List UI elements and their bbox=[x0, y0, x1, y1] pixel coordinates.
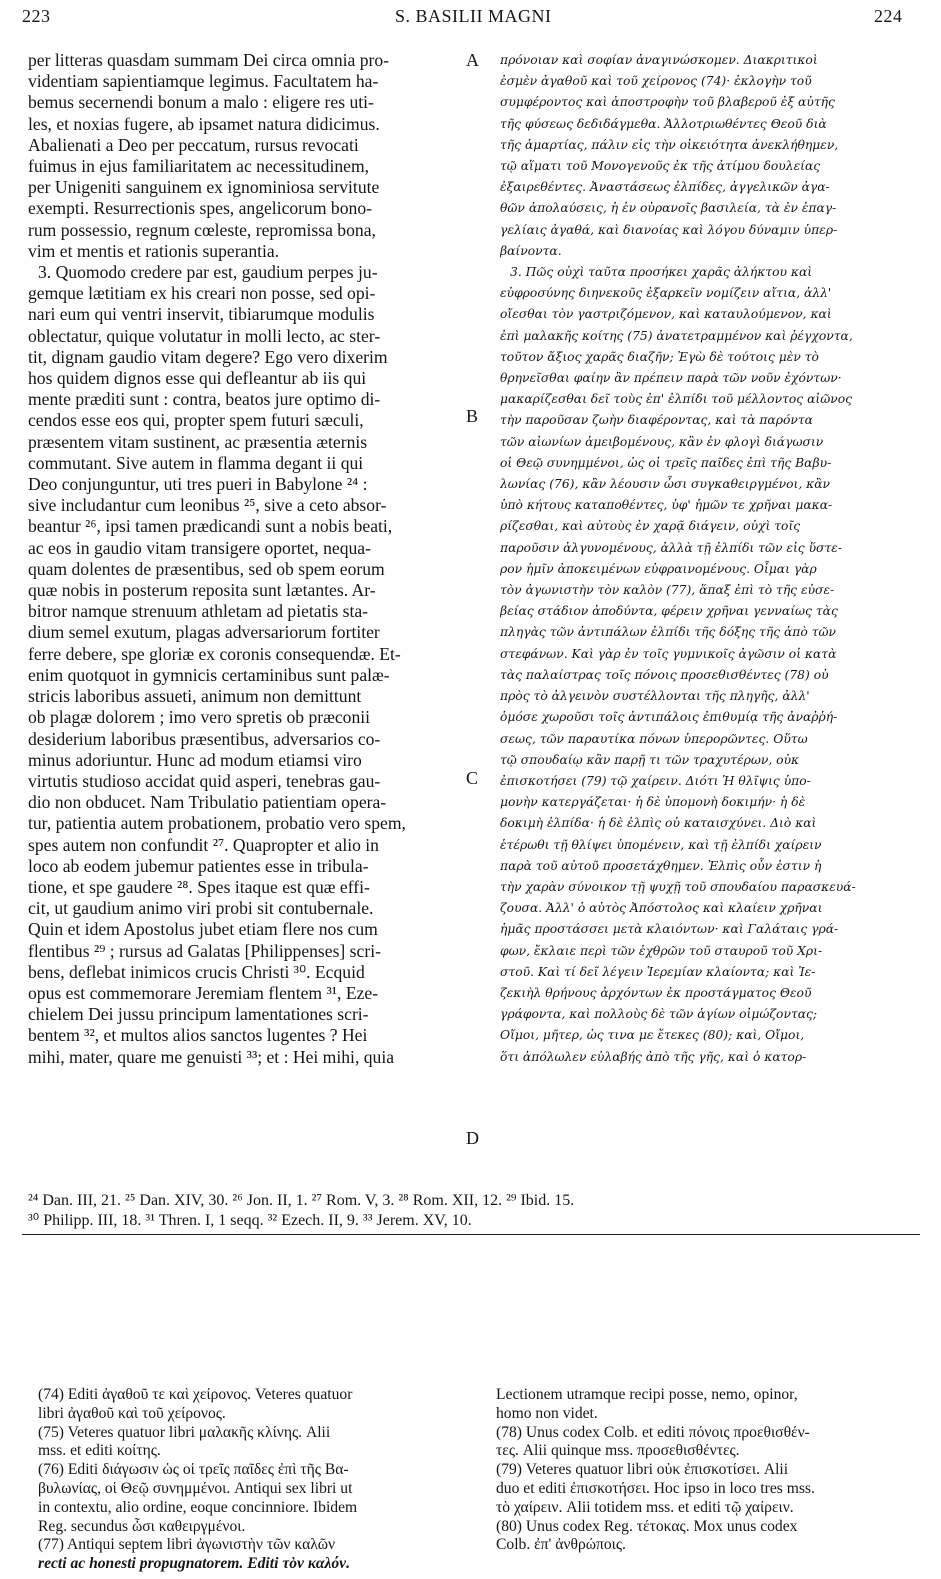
greek-text-line: ζεκιὴλ θρήνους ἀρχόντων ἐκ προστάγματος Θεοῦ bbox=[500, 985, 812, 1000]
greek-text-line: ἐπισκοτήσει (79) τῷ χαίρειν. Διότι Ἡ θλῖψις ὑπο- bbox=[500, 773, 811, 788]
greek-text-line: ρίζεσθαι, καὶ αὐτοὺς ἐν χαρᾷ διάγειν, οὐχὶ τοῖς bbox=[500, 519, 801, 534]
greek-text-line: τοῦτον ἄξιος χαρᾶς διαζῆν; Ἐγὼ δὲ τούτοις μὲν τὸ bbox=[500, 349, 819, 364]
page-number-left: 223 bbox=[22, 6, 51, 26]
latin-text-line: dio non obducet. Nam Tribulatio patientiam opera- bbox=[28, 792, 387, 813]
footnote-citations-2: ³⁰ Philipp. III, 18. ³¹ Thren. I, 1 seqq. ³² Ezech. II, 9. ³³ Jerem. XV, 10. bbox=[28, 1212, 472, 1229]
greek-text-line: ἐπὶ μαλακῆς κοίτης (75) ἀνατετραμμένον καὶ ῥέγχοντα, bbox=[500, 328, 853, 343]
latin-text-line: beantur ²⁶, ipsi tamen prædicandi sunt a nobis beati, bbox=[28, 516, 393, 537]
greek-text-line: δοκιμὴ ἐλπίδα· ἡ δὲ ἐλπὶς οὐ καταισχύνει. Διὸ καὶ bbox=[500, 816, 817, 831]
greek-text-line: γράφοντα, καὶ πολλοὺς δὲ τῶν ἁγίων οἰμώζοντας; bbox=[500, 1007, 818, 1022]
greek-text-line: στεφάνων. Καὶ γὰρ ἐν τοῖς γυμνικοῖς ἀγῶσιν οἱ κατὰ bbox=[500, 646, 837, 661]
latin-text-line: Quin et idem Apostolus jubet etiam flere nos cum bbox=[28, 919, 378, 940]
running-title: S. BASILII MAGNI bbox=[395, 6, 552, 26]
latin-text-line: ob plagæ dolorem ; imo vero spretis ob præconii bbox=[28, 707, 371, 728]
editorial-note-line: Reg. secundus ὦσι καθειργμένοι. bbox=[38, 1517, 246, 1535]
latin-text-line: enim quotquot in gymnicis certaminibus sunt palæ- bbox=[28, 664, 390, 685]
latin-text-line: 3. Quomodo credere par est, gaudium perpes ju- bbox=[38, 262, 378, 283]
greek-text-line: τὸν ἀγωνιστὴν τὸν καλὸν (77), ἅπαξ ἐπὶ τὸ τῆς εὐσε- bbox=[500, 583, 835, 598]
latin-text-line: mente præditi sunt : contra, beatos jure optimo di- bbox=[28, 389, 381, 410]
greek-text-line: τῷ σπουδαίῳ κἂν παρῇ τι τῶν τραχυτέρων, οὐκ bbox=[500, 752, 800, 767]
greek-text-line: τῷ αἵματι τοῦ Μονογενοῦς ἐκ τῆς ἀτίμου δουλείας bbox=[500, 159, 821, 174]
notes-right-column bbox=[496, 1386, 926, 1555]
editorial-note-line: βυλωνίας, οἱ Θεῷ συνημμένοι. Antiqui sex libri ut bbox=[38, 1479, 353, 1497]
greek-text-line: τῆς φύσεως δεδιδάγμεθα. Ἀλλοτριωθέντες Θεοῦ διὰ bbox=[500, 116, 827, 131]
editorial-note-line: τὸ χαίρειν. Alii totidem mss. et editi τῷ χαίρειν. bbox=[496, 1498, 794, 1516]
latin-column bbox=[28, 50, 460, 1068]
latin-text-line: bens, deflebat inimicos crucis Christi ³⁰. Ecquid bbox=[28, 961, 365, 982]
latin-text-line: opus est commemorare Jeremiam flentem ³¹, Eze- bbox=[28, 982, 379, 1003]
greek-text-line: σεως, τῶν παραυτίκα πόνων ὑπερορῶντες. Οὕτω bbox=[500, 731, 808, 746]
editorial-note-line: libri ἀγαθοῦ καὶ τοῦ χείρονος. bbox=[38, 1404, 226, 1422]
latin-text-line: gemque lætitiam ex his creari non posse, sed opi- bbox=[28, 283, 376, 304]
editorial-note-line: (76) Editi διάγωσιν ὡς οἱ τρεῖς παῖδες ἐπὶ τῆς Βα- bbox=[38, 1461, 349, 1479]
latin-text-line: cendos esse eos qui, propter spem futuri sæculi, bbox=[28, 410, 364, 431]
latin-text-line: bentem ³², et multos alios sanctos lugentes ? Hei bbox=[28, 1025, 368, 1046]
latin-text-line: virtutis studioso accidat quid asperi, tenebras gau- bbox=[28, 770, 381, 791]
editorial-note-line: duo et editi ἐπισκοτήσει. Hoc ipso in loco tres mss. bbox=[496, 1479, 815, 1497]
greek-text-line: πρὸς τὸ ἀλγεινὸν συστέλλονται τῆς πληγῆς, ἀλλ' bbox=[500, 689, 810, 704]
greek-text-line: μακαρίζεσθαι δεῖ τοὺς ἐπ' ἐλπίδι τοῦ μέλλοντος αἰῶνος bbox=[500, 392, 852, 407]
greek-text-line: ἑτέρωθι τῇ θλίψει ὑπομένειν, καὶ τῇ ἐλπίδι χαίρειν bbox=[500, 837, 822, 852]
greek-text-line: οἱ Θεῷ συνημμένοι, ὡς οἱ τρεῖς παῖδες ἐπὶ τῆς Βαβυ- bbox=[500, 455, 832, 470]
latin-text-line: fuimus in ejus familiaritatem ac necessitudinem, bbox=[28, 156, 370, 177]
editorial-note-line: homo non videt. bbox=[496, 1404, 598, 1422]
greek-text-line: τὴν χαρὰν σύνοικον τῇ ψυχῇ τοῦ σπουδαίου παρασκευά- bbox=[500, 879, 856, 894]
latin-text-line: Abalienati a Deo per peccatum, rursus revocati bbox=[28, 134, 359, 155]
greek-text-line: βαίνοντα. bbox=[500, 243, 562, 258]
greek-text-line: ρον ἡμῖν ἀποκειμένων εὐφραινομένους. Οἶμαι γὰρ bbox=[500, 561, 817, 576]
latin-text-line: per litteras quasdam summam Dei circa omnia pro- bbox=[28, 50, 390, 70]
editorial-note-line: mss. et editi κοίτης. bbox=[38, 1442, 161, 1460]
latin-text-line: les, et noxias fugere, ab ipsamet natura didicimus. bbox=[28, 113, 380, 134]
greek-text-line: ὑπὸ κήτους καταποθέντες, ὑφ' ἡμῶν τε χρῆναι μακα- bbox=[500, 498, 833, 513]
greek-text-line: οἴεσθαι τὸν γαστριζόμενον, καὶ καταυλούμενον, καὶ bbox=[500, 307, 832, 322]
latin-text-line: ferre debere, spe gloriæ ex coronis consequendæ. Et- bbox=[28, 643, 401, 664]
latin-text-line: quam dolentes de præsentibus, sed ob spem eorum bbox=[28, 558, 385, 579]
latin-text-line: chielem Dei jussu principum lamentationes scri- bbox=[28, 1004, 369, 1025]
latin-text-line: flentibus ²⁹ ; rursus ad Galatas [Philippenses] scri- bbox=[28, 940, 381, 961]
latin-text-line: loco ab eodem jubemur patientes esse in tribula- bbox=[28, 855, 369, 876]
greek-text-line: παροῦσιν ἀλγυνομένους, ἀλλὰ τῇ ἐλπίδι τῶν εἰς ὕστε- bbox=[500, 540, 843, 555]
greek-text-line: τὴν παροῦσαν ζωὴν διαφέροντας, καὶ τὰ παρόντα bbox=[500, 413, 813, 428]
greek-text-line: ὅτι ἀπόλωλεν εὐλαβής ἀπὸ τῆς γῆς, καὶ ὁ κατορ- bbox=[500, 1049, 807, 1064]
notes-left-column bbox=[38, 1386, 478, 1574]
editorial-note-line: in contextu, alio ordine, eoque concinniore. Ibidem bbox=[38, 1498, 358, 1516]
greek-text-line: τῆς ἁμαρτίας, πάλιν εἰς τὴν οἰκειότητα ἀνεκλήθημεν, bbox=[500, 137, 839, 152]
latin-text-line: ac eos in gaudio vitam transigere oportet, nequa- bbox=[28, 537, 371, 558]
greek-text-line: γελίαις ἀγαθά, καὶ διανοίας καὶ λόγου δύναμιν ὑπερ- bbox=[500, 222, 838, 237]
greek-text-line: ὁμόσε χωροῦσι τοῖς ἀντιπάλοις ἐπιθυμίᾳ τῆς ἀναῤῥή- bbox=[500, 710, 838, 725]
margin-letter-c: C bbox=[466, 768, 479, 788]
latin-text-line: stricis laboribus assueti, animum non demittunt bbox=[28, 686, 362, 707]
latin-text-line: mihi, mater, quare me genuisti ³³; et : Hei mihi, quia bbox=[28, 1046, 395, 1067]
latin-text-line: videntiam sapientiamque legimus. Facultatem ha- bbox=[28, 71, 379, 92]
greek-column bbox=[500, 50, 916, 1068]
latin-text-line: exempti. Resurrectionis spes, angelicorum bono- bbox=[28, 198, 372, 219]
editorial-note-line: Colb. ἐπ' ἀνθρώποις. bbox=[496, 1536, 626, 1554]
latin-text-line: Deo conjunguntur, uti tres pueri in Babylone ²⁴ : bbox=[28, 474, 368, 495]
latin-text-line: rum possessio, regnum cœleste, repromissa bona, bbox=[28, 219, 376, 240]
latin-text-line: commutant. Sive autem in flamma degant ii qui bbox=[28, 452, 364, 473]
footnote-citations-1: ²⁴ Dan. III, 21. ²⁵ Dan. XIV, 30. ²⁶ Jon. II, 1. ²⁷ Rom. V, 3. ²⁸ Rom. XII, 12. ²⁹ Ibid. 15. bbox=[28, 1192, 575, 1209]
latin-text-line: nari eum qui ventri inservit, tibiarumque modulis bbox=[28, 304, 375, 325]
margin-letter-a: A bbox=[466, 50, 479, 70]
latin-text-line: præsentem vitam sustinent, ac præsentia æternis bbox=[28, 431, 368, 452]
editorial-note-line: (78) Unus codex Colb. et editi πόνοις προεθισθέν- bbox=[496, 1423, 810, 1441]
latin-text-line: cit, ut gaudium animo viri probi sit contubernale. bbox=[28, 898, 374, 919]
greek-text-line: ἡμᾶς προστάσσει μετὰ κλαιόντων· καὶ Γαλάταις γρά- bbox=[500, 922, 839, 937]
greek-text-line: ζουσα. Ἀλλ' ὁ αὐτὸς Ἀπόστολος καὶ κλαίειν χρῆναι bbox=[500, 901, 823, 916]
margin-letter-d: D bbox=[466, 1128, 479, 1148]
latin-text-line: bitror namque strenuum athletam ad pietatis sta- bbox=[28, 601, 369, 622]
latin-text-line: tur, patientia autem probationem, probatio vero spem, bbox=[28, 813, 406, 834]
greek-text-line: ἐξαιρεθέντες. Ἀναστάσεως ἐλπίδες, ἀγγελικῶν ἀγα- bbox=[500, 180, 830, 195]
latin-text-line: spes autem non confundit ²⁷. Quapropter et alio in bbox=[28, 834, 379, 855]
greek-text-line: θῶν ἀπολαύσεις, ἡ ἐν οὐρανοῖς βασιλεία, τὰ ἐν ἐπαγ- bbox=[500, 201, 837, 216]
page-number-right: 224 bbox=[874, 6, 903, 26]
greek-text-line: στοῦ. Καὶ τί δεῖ λέγειν Ἱερεμίαν κλαίοντα; καὶ Ἰε- bbox=[500, 964, 816, 979]
latin-text-line: quæ nobis in posterum reposita sunt lætantes. Ar- bbox=[28, 580, 376, 601]
greek-text-line: πληγὰς τῶν ἀντιπάλων ἐλπίδι τῆς δόξης τῆς ἀπὸ τῶν bbox=[500, 625, 837, 640]
greek-text-line: θρηνεῖσθαι φαίην ἂν πρέπειν παρὰ τῶν νοῦν ἐχόντων· bbox=[500, 371, 842, 386]
editorial-note-line: τες. Alii quinque mss. προσεθισθέντες. bbox=[496, 1442, 740, 1460]
greek-text-line: φων, ἔκλαιε περὶ τῶν ἐχθρῶν τοῦ σταυροῦ τοῦ Χρι- bbox=[500, 943, 823, 958]
greek-text-line: ἐσμὲν ἀγαθοῦ καὶ τοῦ χείρονος (74)· ἐκλογὴν τοῦ bbox=[500, 74, 812, 89]
greek-text-line: παρὰ τοῦ αὐτοῦ προσετάχθημεν. Ἐλπὶς οὖν ἐστιν ἡ bbox=[500, 858, 822, 873]
latin-text-line: vim et mentis et rationis superantia. bbox=[28, 240, 280, 261]
greek-text-line: τῶν αἰωνίων ἀμειβομένους, κἂν ἐν φλογὶ διάγωσιν bbox=[500, 434, 824, 449]
latin-text-line: oblectatur, quique volutatur in molli lecto, ac ster- bbox=[28, 325, 381, 346]
editorial-note-line: (75) Veteres quatuor libri μαλακῆς κλίνης. Alii bbox=[38, 1423, 331, 1441]
greek-text-line: λωνίας (76), κἂν λέουσιν ὦσι συγκαθειργμένοι, κἂν bbox=[500, 477, 830, 492]
margin-letter-b: B bbox=[466, 406, 479, 426]
latin-text-line: minus adoriuntur. Hunc ad modum etiamsi viro bbox=[28, 749, 362, 770]
latin-text-line: bemus secernendi bonum a malo : eligere res uti- bbox=[28, 92, 374, 113]
notes-separator bbox=[22, 1234, 920, 1235]
latin-text-line: tit, dignam gaudio vitam degere? Ego vero dixerim bbox=[28, 346, 388, 367]
latin-text-line: hos quidem dignos esse qui defleantur ab iis qui bbox=[28, 368, 367, 389]
greek-text-line: τὰς παλαίστρας τοῖς πόνοις προσεθισθέντες (78) οὐ bbox=[500, 667, 829, 682]
greek-text-line: 3. Πῶς οὐχὶ ταῦτα προσήκει χαρᾶς ἀλήκτου καὶ bbox=[510, 265, 813, 280]
greek-text-line: εὐφροσύνης διηνεκοῦς ἐξαρκεῖν νομίζειν αἴτια, ἀλλ' bbox=[500, 286, 832, 301]
latin-text-line: desiderium laboribus præsentibus, adversarios co- bbox=[28, 728, 381, 749]
latin-text-line: per Unigeniti sanguinem ex ignominiosa servitute bbox=[28, 177, 380, 198]
editorial-note-line: (79) Veteres quatuor libri οὐκ ἐπισκοτίσει. Alii bbox=[496, 1461, 789, 1479]
editorial-note-line: Lectionem utramque recipi posse, nemo, opinor, bbox=[496, 1386, 798, 1403]
editorial-note-line: (74) Editi ἀγαθοῦ τε καὶ χείρονος. Veteres quatuor bbox=[38, 1386, 353, 1403]
greek-text-line: μονὴν κατεργάζεται· ἡ δὲ ὑπομονὴ δοκιμήν· ἡ δὲ bbox=[500, 795, 806, 810]
latin-text-line: dium semel exutum, plagas adversariorum fortiter bbox=[28, 622, 380, 643]
greek-text-line: συμφέροντος καὶ ἀποστροφὴν τοῦ βλαβεροῦ ἐξ αὐτῆς bbox=[500, 95, 835, 110]
greek-text-line: Οἴμοι, μῆτερ, ὡς τινα με ἔτεκες (80); καὶ, Οἴμοι, bbox=[500, 1028, 805, 1043]
latin-text-line: tione, et spe gaudere ²⁸. Spes itaque est quæ effi- bbox=[28, 876, 370, 897]
editorial-note-line: (77) Antiqui septem libri ἀγωνιστὴν τῶν καλῶν bbox=[38, 1536, 336, 1554]
latin-text-line: sive includantur cum leonibus ²⁵, sive a ceto absor- bbox=[28, 495, 387, 516]
greek-text-line: πρόνοιαν καὶ σοφίαν ἀναγινώσκομεν. Διακριτικοὶ bbox=[500, 53, 818, 67]
greek-text-line: βείας στάδιον ἀποδύντα, φέρειν χρῆναι γενναίως τὰς bbox=[500, 604, 838, 619]
editorial-note-line: recti ac honesti propugnatorem. Editi τὸν καλόν. bbox=[38, 1555, 350, 1573]
editorial-note-line: (80) Unus codex Reg. τέτοκας. Mox unus codex bbox=[496, 1517, 798, 1535]
